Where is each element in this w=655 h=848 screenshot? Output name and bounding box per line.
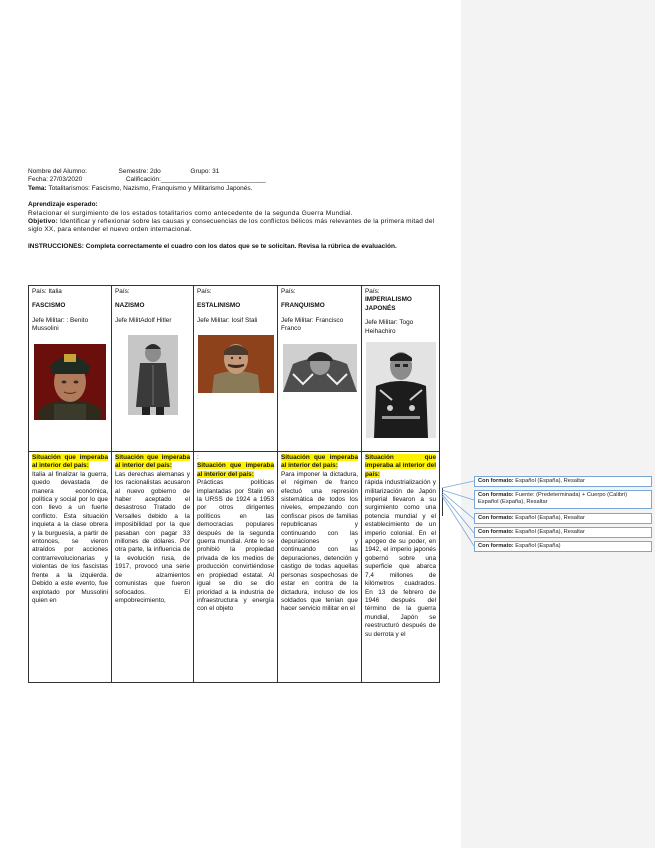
format-comment-3[interactable] — [474, 513, 652, 524]
regime-title: FRANQUISMO — [281, 302, 325, 310]
leader-label: Jefe MilitAdolf Hitler — [115, 316, 172, 324]
instructions-text: INSTRUCCIONES: Completa correctamente el cuadro con los datos que se te solicitan. Revisa la rúbrica de evaluación. — [28, 242, 397, 250]
country-label: País: — [365, 288, 380, 295]
situation-label-highlight: Situación que imperaba al interior del país: — [115, 454, 190, 470]
leader-label: Jefe Militar: : Benito Mussolini — [32, 316, 89, 333]
comment-text: Fuente: (Predeterminada) + Cuerpo (Calibri) Español (España), Resaltar — [478, 492, 628, 506]
group-label: Grupo: 31 — [190, 168, 220, 175]
leader-label: Jefe Militar: Iosif Stali — [197, 316, 258, 324]
expected-learning-label: Aprendizaje esperado: — [28, 201, 98, 209]
topic-label: Tema: — [28, 184, 47, 192]
topic-value: Totalitarismos: Fascismo, Nazismo, Franquismo y Militarismo Japonés. — [48, 184, 253, 192]
situation-text: Para imponer la dictadura, el régimen de franco efectuó una represión sistemática de todos los niveles, empezando con confiscar pisos de familias republicanas y continuando con las depuraciones y continuando con las depuraciones, detención y castigo de todas aquellas personas sospechosas de estar en contra de la dictadura, incluso de los soldados que tenían que hacer servicio militar en el — [281, 470, 358, 613]
situation-prefix: : — [197, 454, 199, 461]
student-name-label: Nombre del Alumno: — [28, 168, 87, 175]
situation-text: Prácticas políticas implantadas por Stalin en la URSS de 1924 a 1953 por otros dirigentes políticos en las democracias populares después de la segunda guerra mundial. Ante lo se prohibió la propiedad privada de los medios de producción convirtiéndose en propiedad estatal. Al igual se dio se dio prioridad a la industria de infraestructura y energía con el objeto — [197, 479, 274, 613]
situation-label-highlight: Situación que imperaba al interior del país: — [365, 454, 436, 478]
format-comment-1[interactable] — [474, 476, 652, 487]
grade-label: Calificación:_____________________________ — [125, 176, 266, 184]
semester-label: Semestre: 2do — [118, 168, 161, 175]
situation-text: rápida industrialización y militarización de Japón imperial llevaron a su surgimiento como una potencia mundial y el establecimiento de un imperio colonial. En el apogeo de su poder, en 1942, el imperio japonés gobernó sobre una superficie que abarca 7,4 millones de kilómetros cuadrados. En 13 de febrero de 1946 después del término de la guerra mundial, Japón se reestructuró después de su derrota y el — [365, 479, 436, 638]
situation-text: Las derechas alemanas y los racionalistas acusaron al nuevo gobierno de haber aceptado el desastroso Tratado de Versalles debido a la imposibilidad por la que pasaban con pagar 33 millones de dólares. Por otra parte, la influencia de la evolución rusa, de 1917, provocó una serie de alzamientos comunistas que fueron sofocados. El empobrecimiento, — [115, 470, 190, 604]
comment-label: Con formato: — [478, 529, 514, 535]
format-comment-5[interactable] — [474, 541, 652, 552]
expected-learning-text: Relacionar el surgimiento de los estados totalitarios como antecedente de la segunda Guerra Mundial. — [28, 209, 353, 217]
date-label: Fecha: 27/03/2020 — [28, 176, 83, 184]
objective-text: Identificar y reflexionar sobre las causas y consecuencias de los conflictos bélicos más relevantes de la primera mitad del siglo XX, para entender el nuevo orden internacional. — [28, 218, 435, 234]
comment-text: Español (España), Resaltar — [515, 529, 585, 535]
comment-text: Español (España), Resaltar — [515, 515, 585, 521]
regime-title: FASCISMO — [32, 302, 66, 310]
leader-label: Jefe Militar: Togo Heihachiro — [365, 319, 414, 335]
comment-label: Con formato: — [478, 478, 514, 484]
country-label: País: — [197, 288, 212, 295]
regime-title: NAZISMO — [115, 302, 145, 310]
format-comment-4[interactable] — [474, 527, 652, 538]
situation-label-highlight: Situación que imperaba al interior del país: — [281, 454, 358, 470]
country-label: País: — [115, 288, 130, 295]
country-label: País: Italia — [32, 288, 62, 295]
regime-title: ESTALINISMO — [197, 302, 241, 310]
situation-label-highlight: Situación que imperaba al interior del país: — [197, 462, 274, 478]
objective-label: Objetivo: — [28, 218, 58, 226]
country-label: País: — [281, 288, 296, 295]
comment-text: Español (España) — [515, 543, 561, 549]
comment-text: Español (España), Resaltar — [515, 478, 585, 484]
regime-title: IMPERIALISMO JAPONÉS — [365, 296, 412, 312]
situation-label-highlight: Situación que imperaba al interior del país: — [32, 454, 108, 470]
situation-text: Italia al finalizar la guerra, quedo devastada de manera económica, política y social por lo que con llevo a un fuerte conflicto. Esta situación inquieta a la clase obrera y la burguesía, a partir de entonces, se vieron atraídos por acciones contrarrevolucionarias y violentas de los fascistas frente a la izquierda. Debido a este evento, fue explotado por Mussolini quien en — [32, 470, 108, 604]
leader-label: Jefe Militar: Francisco Franco — [281, 316, 344, 333]
comment-label: Con formato: — [478, 543, 514, 549]
comment-label: Con formato: — [478, 492, 514, 498]
comment-label: Con formato: — [478, 515, 514, 521]
format-comment-2[interactable] — [474, 490, 652, 509]
